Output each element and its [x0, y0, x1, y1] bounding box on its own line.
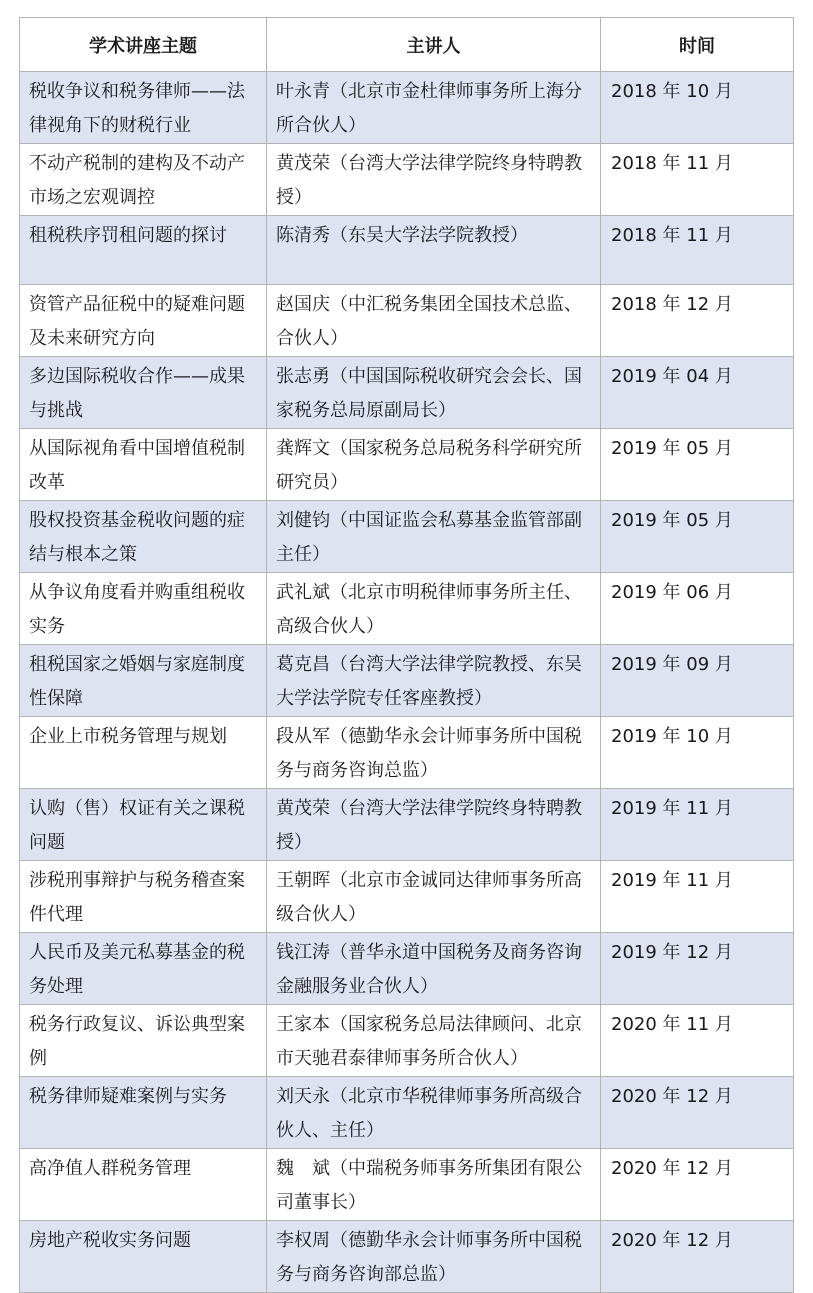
cell-time: 2020 年 11 月: [601, 1005, 794, 1077]
cell-topic: 多边国际税收合作——成果与挑战: [20, 357, 267, 429]
table-row: [20, 1221, 794, 1293]
table-row: [20, 1005, 794, 1077]
table-row: [20, 357, 794, 429]
cell-speaker: 陈清秀（东吴大学法学院教授）: [267, 216, 601, 285]
cell-topic: 从争议角度看并购重组税收实务: [20, 573, 267, 645]
cell-speaker: 黄茂荣（台湾大学法律学院终身特聘教授）: [267, 144, 601, 216]
cell-topic: 税务律师疑难案例与实务: [20, 1077, 267, 1149]
cell-time: 2020 年 12 月: [601, 1149, 794, 1221]
lecture-table: [19, 17, 794, 1293]
cell-speaker: 张志勇（中国国际税收研究会会长、国家税务总局原副局长）: [267, 357, 601, 429]
cell-topic: 从国际视角看中国增值税制改革: [20, 429, 267, 501]
table-row: [20, 861, 794, 933]
cell-topic: 股权投资基金税收问题的症结与根本之策: [20, 501, 267, 573]
table-row: [20, 645, 794, 717]
cell-time: 2019 年 04 月: [601, 357, 794, 429]
table-row: [20, 285, 794, 357]
cell-speaker: 黄茂荣（台湾大学法律学院终身特聘教授）: [267, 789, 601, 861]
cell-topic: 企业上市税务管理与规划: [20, 717, 267, 789]
cell-speaker: 刘健钧（中国证监会私募基金监管部副主任）: [267, 501, 601, 573]
cell-time: 2020 年 12 月: [601, 1221, 794, 1293]
cell-speaker: 武礼斌（北京市明税律师事务所主任、高级合伙人）: [267, 573, 601, 645]
cell-time: 2019 年 05 月: [601, 429, 794, 501]
cell-topic: 税务行政复议、诉讼典型案例: [20, 1005, 267, 1077]
table-row: [20, 1149, 794, 1221]
cell-topic: 不动产税制的建构及不动产市场之宏观调控: [20, 144, 267, 216]
cell-topic: 资管产品征税中的疑难问题及未来研究方向: [20, 285, 267, 357]
cell-speaker: 钱江涛（普华永道中国税务及商务咨询金融服务业合伙人）: [267, 933, 601, 1005]
lecture-table-container: [19, 17, 793, 1293]
cell-speaker: 龚辉文（国家税务总局税务科学研究所研究员）: [267, 429, 601, 501]
cell-topic: 租税国家之婚姻与家庭制度性保障: [20, 645, 267, 717]
cell-speaker: 赵国庆（中汇税务集团全国技术总监、合伙人）: [267, 285, 601, 357]
table-row: [20, 573, 794, 645]
table-row: [20, 429, 794, 501]
header-row: [20, 18, 794, 72]
table-row: [20, 1077, 794, 1149]
cell-speaker: 段从军（德勤华永会计师事务所中国税务与商务咨询总监）: [267, 717, 601, 789]
cell-speaker: 刘天永（北京市华税律师事务所高级合伙人、主任）: [267, 1077, 601, 1149]
cell-time: 2018 年 11 月: [601, 216, 794, 285]
table-row: [20, 72, 794, 144]
table-row: [20, 216, 794, 285]
header-time: 时间: [601, 18, 794, 72]
header-topic: 学术讲座主题: [20, 18, 267, 72]
cell-speaker: 王家本（国家税务总局法律顾问、北京市天驰君泰律师事务所合伙人）: [267, 1005, 601, 1077]
table-row: [20, 933, 794, 1005]
cell-time: 2019 年 11 月: [601, 861, 794, 933]
cell-topic: 高净值人群税务管理: [20, 1149, 267, 1221]
table-row: [20, 717, 794, 789]
cell-speaker: 李权周（德勤华永会计师事务所中国税务与商务咨询部总监）: [267, 1221, 601, 1293]
cell-speaker: 王朝晖（北京市金诚同达律师事务所高级合伙人）: [267, 861, 601, 933]
cell-time: 2019 年 10 月: [601, 717, 794, 789]
table-row: [20, 789, 794, 861]
cell-time: 2019 年 11 月: [601, 789, 794, 861]
header-speaker: 主讲人: [267, 18, 601, 72]
cell-topic: 认购（售）权证有关之课税问题: [20, 789, 267, 861]
cell-topic: 租税秩序罚租问题的探讨: [20, 216, 267, 285]
cell-topic: 房地产税收实务问题: [20, 1221, 267, 1293]
table-row: [20, 144, 794, 216]
cell-time: 2018 年 10 月: [601, 72, 794, 144]
cell-speaker: 葛克昌（台湾大学法律学院教授、东吴大学法学院专任客座教授）: [267, 645, 601, 717]
cell-speaker: 魏 斌（中瑞税务师事务所集团有限公司董事长）: [267, 1149, 601, 1221]
cell-topic: 涉税刑事辩护与税务稽查案件代理: [20, 861, 267, 933]
cell-topic: 税收争议和税务律师——法律视角下的财税行业: [20, 72, 267, 144]
cell-time: 2019 年 05 月: [601, 501, 794, 573]
cell-time: 2020 年 12 月: [601, 1077, 794, 1149]
table-row: [20, 501, 794, 573]
cell-topic: 人民币及美元私募基金的税务处理: [20, 933, 267, 1005]
cell-time: 2019 年 06 月: [601, 573, 794, 645]
cell-speaker: 叶永青（北京市金杜律师事务所上海分所合伙人）: [267, 72, 601, 144]
cell-time: 2019 年 09 月: [601, 645, 794, 717]
cell-time: 2019 年 12 月: [601, 933, 794, 1005]
cell-time: 2018 年 12 月: [601, 285, 794, 357]
cell-time: 2018 年 11 月: [601, 144, 794, 216]
